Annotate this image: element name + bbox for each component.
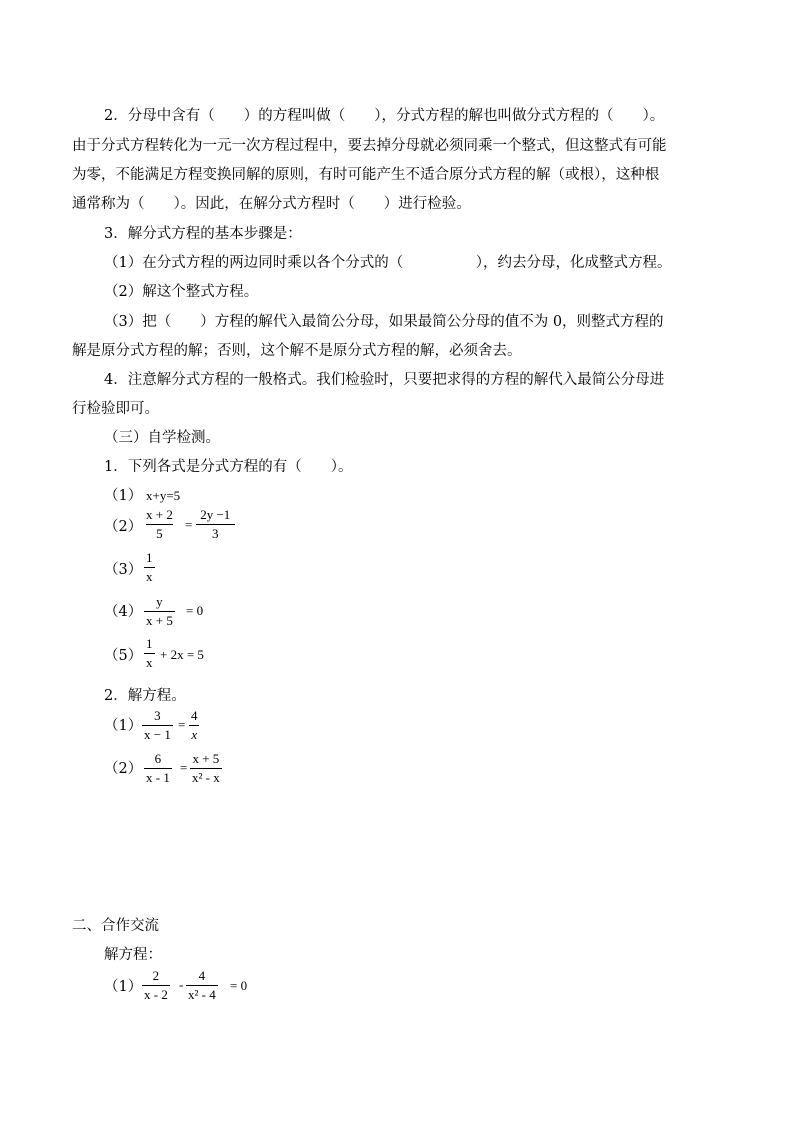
para2-line1: 2．分母中含有（ ）的方程叫做（ ），分式方程的解也叫做分式方程的（ ）。: [104, 108, 665, 124]
para3-step1: （1）在分式方程的两边同时乘以各个分式的（ ），约去分母，化成整式方程。: [104, 255, 672, 271]
para2-line3: 为零，不能满足方程变换同解的原则，有时可能产生不适合原分式方程的解（或根），这种根: [72, 167, 660, 183]
para2-line4: 通常称为（ ）。因此，在解分式方程时（ ）进行检验。: [72, 196, 471, 212]
denominator: x − 1: [144, 727, 171, 742]
numerator: 3: [154, 708, 161, 723]
q1-item2-fraction-left: [144, 507, 175, 542]
denominator: x: [146, 569, 153, 584]
para3-title: 3．解分式方程的基本步骤是：: [104, 226, 302, 242]
q2-item1-fraction-left: [142, 708, 173, 743]
q2-item1-fraction-right: [189, 708, 200, 743]
q1-item4-label: （4）: [104, 604, 143, 620]
q2-prompt: 2．解方程。: [104, 688, 186, 704]
section3-heading: （三）自学检测。: [104, 430, 220, 446]
q1-item3-fraction: [144, 550, 155, 585]
equals-sign: =: [178, 717, 186, 732]
numerator: y: [156, 594, 163, 609]
denominator: 5: [146, 524, 173, 542]
numerator: 1: [146, 550, 153, 565]
denominator: x² - x: [192, 770, 220, 785]
equals-sign: =: [180, 760, 188, 775]
q1-item2-label: （2）: [104, 519, 143, 535]
para3-step3-line2: 解是原分式方程的解；否则，这个解不是原分式方程的解，必须舍去。: [72, 343, 522, 359]
q1-item5-fraction: [144, 636, 155, 671]
numerator: 2y −1: [200, 507, 231, 522]
q2-item2-label: （2）: [104, 761, 143, 777]
numerator: 2: [152, 968, 160, 983]
q1-item3-label: （3）: [104, 562, 143, 578]
q1-item4-fraction: [144, 594, 175, 629]
q1-item5-label: （5）: [104, 648, 143, 664]
cooperate-item1-fraction-left: [142, 968, 170, 1003]
numerator: 4: [191, 708, 198, 723]
cooperate-item1-label: （1）: [104, 979, 143, 995]
q1-item5-rhs: + 2x = 5: [160, 647, 204, 662]
q1-item1-expression: x+y=5: [146, 488, 181, 503]
numerator: x + 5: [192, 751, 220, 766]
q1-prompt: 1．下列各式是分式方程的有（ ）。: [104, 459, 353, 475]
numerator: 6: [154, 751, 162, 766]
denominator: x: [146, 655, 153, 670]
para2-line2: 由于分式方程转化为一元一次方程过程中，要去掉分母就必须同乘一个整式，但这整式有可能: [72, 138, 667, 154]
equals-sign: =: [185, 517, 193, 532]
numerator: 1: [146, 636, 153, 651]
para4-line1: 4．注意解分式方程的一般格式。我们检验时，只要把求得的方程的解代入最简公分母进: [104, 372, 665, 388]
q1-item4-rhs: = 0: [186, 603, 204, 618]
denominator: x: [191, 727, 198, 742]
numerator: 4: [198, 968, 206, 983]
para4-line2: 行检验即可。: [72, 401, 159, 417]
cooperate-item1-rhs: = 0: [230, 978, 248, 993]
denominator: x - 1: [146, 770, 170, 785]
denominator: x² - 4: [188, 987, 216, 1002]
section-cooperate-prompt: 解方程：: [104, 947, 162, 963]
denominator: x + 5: [146, 613, 173, 628]
q1-item2-fraction-right: [196, 507, 235, 542]
cooperate-item1-fraction-right: [186, 968, 218, 1003]
q2-item2-fraction-left: [144, 751, 172, 786]
q2-item1-label: （1）: [104, 718, 143, 734]
para3-step2: （2）解这个整式方程。: [104, 284, 259, 300]
q1-item1-label: （1）: [104, 488, 143, 504]
para3-step3-line1: （3）把（ ）方程的解代入最简公分母，如果最简公分母的值不为 0，则整式方程的: [104, 314, 664, 330]
denominator: 3: [196, 524, 235, 542]
q2-item2-fraction-right: [190, 751, 222, 786]
denominator: x - 2: [144, 987, 168, 1002]
numerator: x + 2: [146, 507, 173, 522]
section-cooperate-heading: 二、合作交流: [72, 918, 159, 934]
minus-sign: -: [179, 977, 184, 992]
